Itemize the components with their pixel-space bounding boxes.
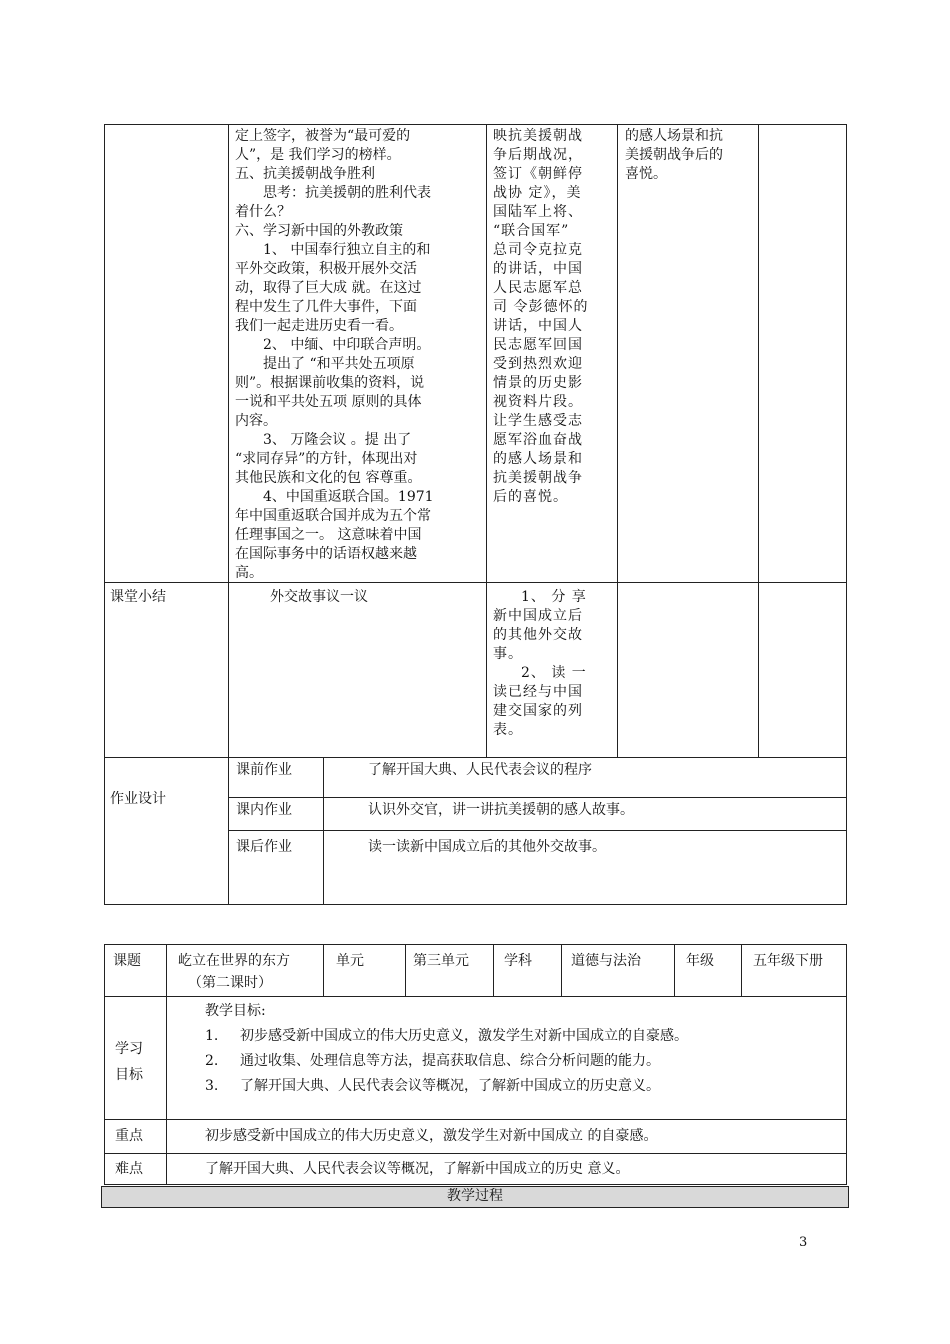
student-activity-line: 视资料片段。 — [493, 394, 583, 410]
lesson-process-line: 1、 中国奉行独立自主的和 — [263, 242, 431, 258]
homework-row-2-content: 认识外交官，讲一讲抗美援朝的感人故事。 — [368, 802, 634, 818]
goals-heading: 教学目标: — [205, 1003, 266, 1019]
student-activity-line: 映抗美援朝战 — [493, 128, 583, 144]
homework-row-3-name: 课后作业 — [236, 839, 292, 855]
unit-value: 第三单元 — [413, 953, 469, 969]
homework-row-3-content: 读一读新中国成立后的其他外交故事。 — [368, 839, 606, 855]
goal-3-num: 3. — [205, 1078, 219, 1094]
lesson-process-line: 一说和平共处五项 原则的具体 — [235, 394, 422, 410]
lesson-process-line: 年中国重返联合国并成为五个常 — [235, 508, 431, 524]
goals-label-1: 学习 — [115, 1041, 143, 1057]
homework-row-1-name: 课前作业 — [236, 762, 292, 778]
student-activity-line: 签订《朝鲜停 — [493, 166, 583, 182]
hdr-div-7 — [741, 944, 742, 996]
student-activity-line: 后的喜悦。 — [493, 489, 568, 505]
design-intent-line: 喜悦。 — [625, 166, 667, 182]
summary-activity-line: 1、 分 享 — [521, 589, 587, 605]
lesson-process-line: 定上签字，被誉为“最可爱的 — [235, 128, 411, 144]
grade-value: 五年级下册 — [753, 953, 823, 969]
row-div-hw2 — [228, 830, 847, 831]
student-activity-line: 争后期战况， — [493, 147, 583, 163]
row-div-hw1 — [228, 797, 847, 798]
row-div-homework — [104, 757, 847, 758]
student-activity-line: 的感人场景和 — [493, 451, 583, 467]
lesson-process-line: 动，取得了巨大成 就。在这过 — [235, 280, 422, 296]
teaching-process-bar: 教学过程 — [101, 1186, 849, 1208]
key-point-label: 重点 — [115, 1128, 143, 1144]
goal-2-text: 通过收集、处理信息等方法，提高获取信息、综合分析问题的能力。 — [240, 1053, 660, 1069]
goals-label-2: 目标 — [115, 1067, 143, 1083]
topic-value: 屹立在世界的东方 — [178, 953, 290, 969]
goal-2-num: 2. — [205, 1053, 219, 1069]
student-activity-line: 让学生感受志 — [493, 413, 583, 429]
col-div-2 — [486, 124, 487, 758]
lesson-process-line: 高。 — [235, 565, 263, 581]
lesson-process-text — [235, 127, 479, 583]
student-activity-line: 民志愿军回国 — [493, 337, 583, 353]
student-activity-line: 愿军浴血奋战 — [493, 432, 583, 448]
design-intent-line: 的感人场景和抗 — [625, 128, 723, 144]
subject-value: 道德与法治 — [571, 953, 641, 969]
summary-content: 外交故事议一议 — [270, 589, 368, 605]
student-activity-line: 司 令彭德怀的 — [493, 299, 589, 315]
summary-activity-line: 事。 — [493, 646, 523, 662]
homework-label: 作业设计 — [110, 791, 166, 807]
hdr-div-3 — [405, 944, 406, 996]
design-intent-line: 美援朝战争后的 — [625, 147, 723, 163]
lesson-process-line: 任理事国之一。 这意味着中国 — [235, 527, 422, 543]
lower-border-left — [104, 944, 105, 1184]
lesson-process-line: 提出了 “和平共处五项原 — [263, 356, 415, 372]
lesson-process-line: 平外交政策，积极开展外交活 — [235, 261, 417, 277]
summary-activities — [493, 588, 611, 740]
col-div-3 — [617, 124, 618, 758]
hdr-div-2 — [323, 944, 324, 996]
lesson-process-line: 着什么？ — [235, 204, 291, 220]
student-activity-line: “联合国军” — [493, 223, 570, 239]
topic-label: 课题 — [113, 953, 141, 969]
hdr-div-1 — [166, 944, 167, 996]
grade-label: 年级 — [686, 953, 714, 969]
subject-label: 学科 — [504, 953, 532, 969]
homework-row-2-name: 课内作业 — [236, 802, 292, 818]
hdr-div-5 — [561, 944, 562, 996]
goals-bottom — [104, 1119, 847, 1120]
lesson-process-line: 五、抗美援朝战争胜利 — [235, 166, 375, 182]
lesson-process-line: 则”。根据课前收集的资料，说 — [235, 375, 425, 391]
hdr-div-4 — [493, 944, 494, 996]
key-bottom — [104, 1153, 847, 1154]
lesson-process-line: 人”，是 我们学习的榜样。 — [235, 147, 401, 163]
lesson-process-line: 其他民族和文化的包 容尊重。 — [235, 470, 422, 486]
student-activity-line: 受到热烈欢迎 — [493, 356, 583, 372]
col-div-1 — [228, 124, 229, 905]
summary-label: 课堂小结 — [110, 589, 166, 605]
col-div-4 — [758, 124, 759, 758]
goal-3-text: 了解开国大典、人民代表会议等概况，了解新中国成立的历史意义。 — [240, 1078, 660, 1094]
student-activity-line: 战协 定》，美 — [493, 185, 582, 201]
upper-border-left — [104, 124, 105, 905]
homework-row-1-content: 了解开国大典、人民代表会议的程序 — [368, 762, 592, 778]
student-activity-line: 的讲话，中国 — [493, 261, 583, 277]
goal-1-num: 1. — [205, 1028, 219, 1044]
summary-activity-line: 新中国成立后 — [493, 608, 583, 624]
student-activity-line: 总司令克拉克 — [493, 242, 583, 258]
lesson-process-line: 六、学习新中国的外教政策 — [235, 223, 403, 239]
unit-label: 单元 — [336, 953, 364, 969]
student-activity-line: 情景的历史影 — [493, 375, 583, 391]
key-point-text: 初步感受新中国成立的伟大历史意义，激发学生对新中国成立 的自豪感。 — [205, 1128, 658, 1144]
lesson-process-line: 我们一起走进历史看一看。 — [235, 318, 403, 334]
page-number: 3 — [799, 1235, 808, 1250]
hdr-div-6 — [674, 944, 675, 996]
summary-activity-line: 的其他外交故 — [493, 627, 583, 643]
lower-border-right — [846, 944, 847, 1184]
lesson-process-line: 思考：抗美援朝的胜利代表 — [263, 185, 431, 201]
lesson-process-line: 在国际事务中的话语权越来越 — [235, 546, 417, 562]
student-activity-line: 抗美援朝战争 — [493, 470, 583, 486]
hw-col-div — [323, 757, 324, 905]
goal-1-text: 初步感受新中国成立的伟大历史意义，激发学生对新中国成立的自豪感。 — [240, 1028, 688, 1044]
hdr-bottom — [104, 996, 847, 997]
upper-border-right — [846, 124, 847, 905]
student-activity-line: 人民志愿军总 — [493, 280, 583, 296]
lesson-process-line: 程中发生了几件大事件，下面 — [235, 299, 417, 315]
summary-activity-line: 表。 — [493, 722, 523, 738]
label-col-div — [166, 996, 167, 1185]
student-activity-line: 国陆军上将、 — [493, 204, 583, 220]
lesson-process-line: 2、 中缅、中印联合声明。 — [263, 337, 431, 353]
summary-activity-line: 建交国家的列 — [493, 703, 583, 719]
lower-border-top — [104, 944, 847, 945]
upper-border-bottom — [104, 904, 847, 905]
summary-activity-line: 2、 读 一 — [521, 665, 587, 681]
design-intent-text — [625, 127, 755, 184]
topic-value-lesson: （第二课时） — [188, 975, 272, 991]
lesson-process-line: 4、中国重返联合国。1971 — [263, 489, 434, 505]
difficulty-text: 了解开国大典、人民代表会议等概况，了解新中国成立的历史 意义。 — [205, 1161, 630, 1177]
lesson-process-line: 内容。 — [235, 413, 277, 429]
summary-activity-line: 读已经与中国 — [493, 684, 583, 700]
lesson-process-line: “求同存异”的方针，体现出对 — [235, 451, 418, 467]
lesson-process-line: 3、 万隆会议 。提 出了 — [263, 432, 412, 448]
difficulty-label: 难点 — [115, 1161, 143, 1177]
student-activity-text — [493, 127, 611, 507]
student-activity-line: 讲话，中国人 — [493, 318, 583, 334]
diff-bottom — [104, 1184, 847, 1185]
upper-border-top — [104, 124, 847, 125]
